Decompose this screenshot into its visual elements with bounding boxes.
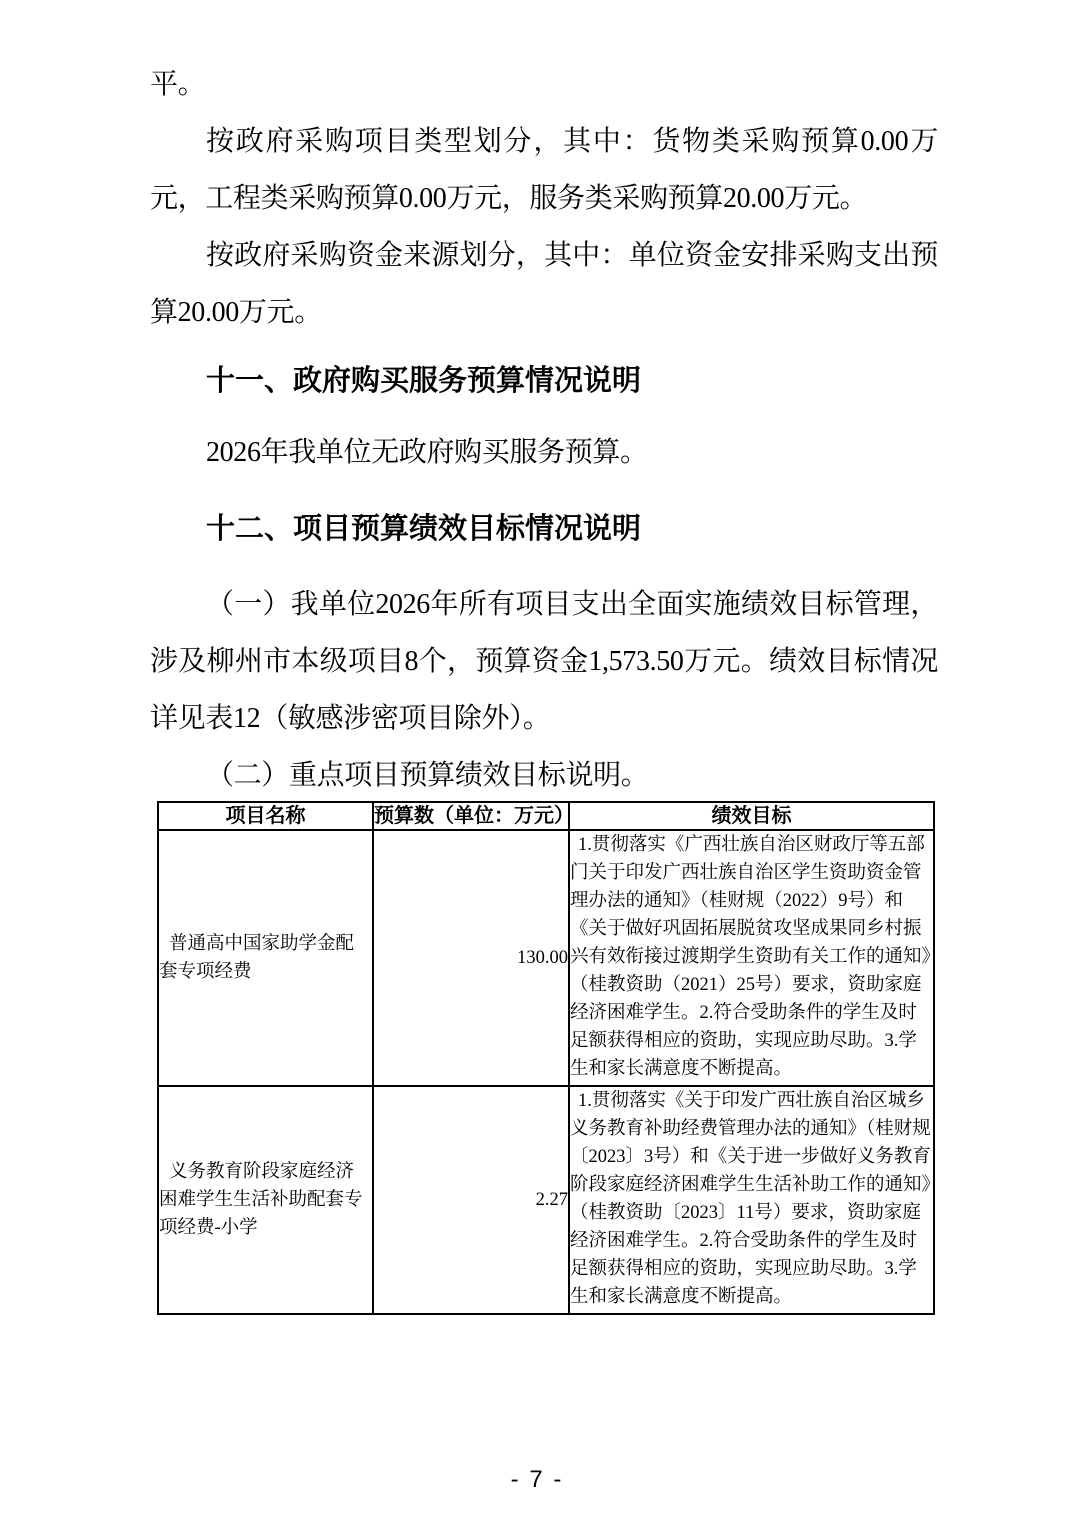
budget-cell: 2.27 <box>373 1086 569 1314</box>
table-header-row <box>158 802 934 830</box>
table-row <box>158 830 934 1086</box>
performance-target-table <box>157 801 935 1315</box>
section-12-heading: 十二、项目预算绩效目标情况说明 <box>206 513 642 545</box>
section-11-heading: 十一、政府购买服务预算情况说明 <box>206 365 642 397</box>
target-cell: 1.贯彻落实《关于印发广西壮族自治区城乡义务教育补助经费管理办法的通知》（桂财规〔2023〕3号）和《关于进一步做好义务教育阶段家庭经济困难学生生活补助工作的通知》（桂教资助〔2023〕11号）要求，资助家庭经济困难学生。2.符合受助条件的学生及时足额获得相应的资助，实现应助尽助。3.学生和家长满意度不断提高。 <box>569 1086 934 1314</box>
budget-cell: 130.00 <box>373 830 569 1086</box>
section-12-item-1: （一）我单位2026年所有项目支出全面实施绩效目标管理，涉及柳州市本级项目8个，预算资金1,573.50万元。绩效目标情况详见表12（敏感涉密项目除外）。 <box>150 589 938 734</box>
paragraph-continuation: 平。 <box>150 69 206 100</box>
page-number-footer: - 7 - <box>510 1466 564 1493</box>
col-header-budget: 预算数（单位：万元） <box>373 802 569 830</box>
project-name-cell: 义务教育阶段家庭经济困难学生生活补助配套专项经费-小学 <box>158 1086 373 1314</box>
table-row <box>158 1086 934 1314</box>
target-cell: 1.贯彻落实《广西壮族自治区财政厅等五部门关于印发广西壮族自治区学生资助资金管理办法的通知》（桂财规（2022）9号）和《关于做好巩固拓展脱贫攻坚成果同乡村振兴有效衔接过渡期学生资助有关工作的通知》（桂教资助（2021）25号）要求，资助家庭经济困难学生。2.符合受助条件的学生及时足额获得相应的资助，实现应助尽助。3.学生和家长满意度不断提高。 <box>569 830 934 1086</box>
col-header-project-name: 项目名称 <box>158 802 373 830</box>
section-11-body: 2026年我单位无政府购买服务预算。 <box>206 437 648 468</box>
col-header-target: 绩效目标 <box>569 802 934 830</box>
paragraph-procurement-by-source: 按政府采购资金来源划分，其中：单位资金安排采购支出预算20.00万元。 <box>150 240 938 328</box>
section-12-item-2: （二）重点项目预算绩效目标说明。 <box>206 760 649 791</box>
project-name-cell: 普通高中国家助学金配套专项经费 <box>158 830 373 1086</box>
paragraph-procurement-by-type: 按政府采购项目类型划分，其中：货物类采购预算0.00万元，工程类采购预算0.00万元，服务类采购预算20.00万元。 <box>150 126 938 214</box>
